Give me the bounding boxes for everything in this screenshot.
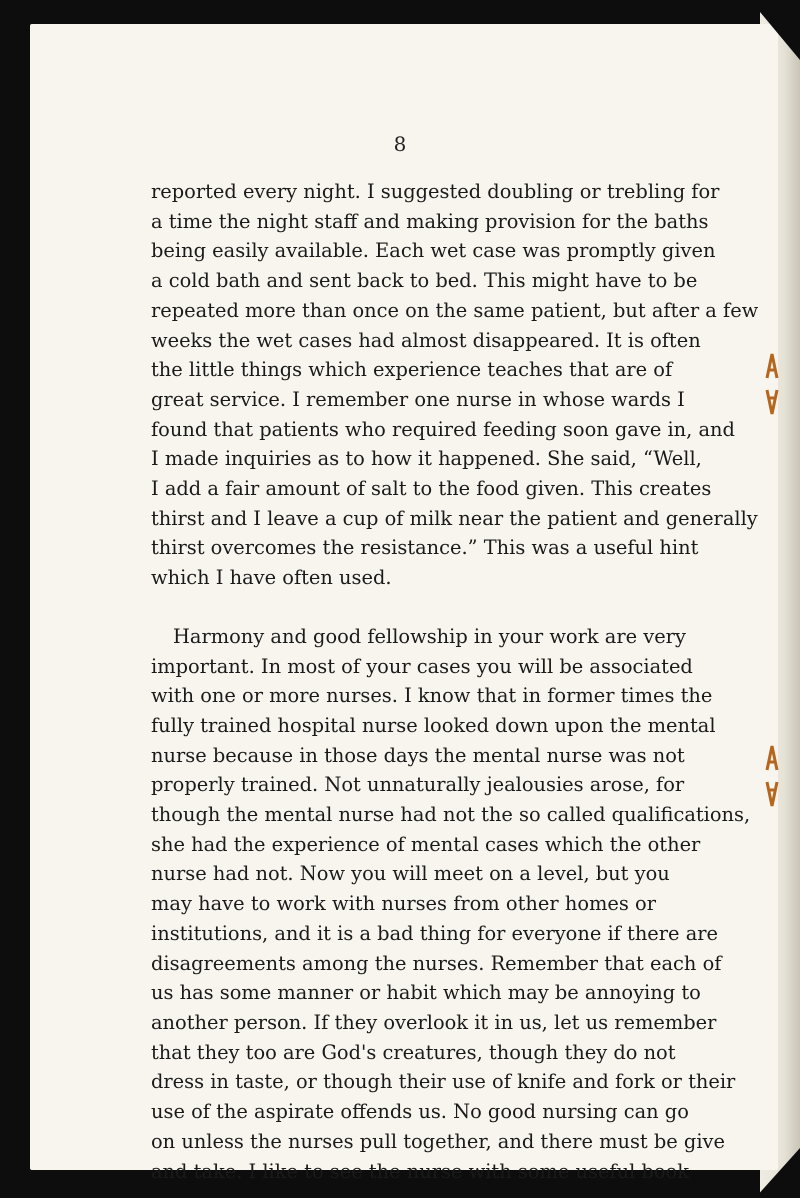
text-line: nurse had not. Now you will meet on a level, but you [151,862,670,886]
text-line: may have to work with nurses from other homes or [151,892,656,916]
text-line: properly trained. Not unnaturally jealousies arose, for [151,773,685,797]
text-line: I made inquiries as to how it happened. She said, “Well, [151,447,702,471]
text-line: us has some manner or habit which may be annoying to [151,981,701,1005]
text-line: on unless the nurses pull together, and there must be give [151,1129,725,1153]
body-text [151,177,759,1186]
text-line: Harmony and good fellowship in your work are very [173,624,686,648]
text-line: being easily available. Each wet case was promptly given [151,239,716,263]
text-line: she had the experience of mental cases which the other [151,832,701,856]
text-line: thirst and I leave a cup of milk near the patient and generally [151,506,758,530]
text-line: disagreements among the nurses. Remember that each of [151,951,722,975]
tab-mark-lower-icon [764,742,780,812]
text-line: fully trained hospital nurse looked down upon the mental [151,713,716,737]
paragraph-2 [151,622,751,1186]
text-line: weeks the wet cases had almost disappeared. It is often [151,328,701,352]
text-line: great service. I remember one nurse in whose wards I [151,387,685,411]
text-line: a cold bath and sent back to bed. This might have to be [151,269,698,293]
background-corner-bottom [755,1148,800,1198]
text-line: use of the aspirate offends us. No good nursing can go [151,1100,689,1124]
text-line: another person. If they overlook it in us, let us remember [151,1010,717,1034]
text-line: important. In most of your cases you will be associated [151,654,693,678]
text-line: reported every night. I suggested doubling or trebling for [151,180,720,203]
paragraph-1 [151,177,759,593]
text-line: repeated more than once on the same patient, but after a few [151,298,759,322]
text-line: institutions, and it is a bad thing for everyone if there are [151,921,718,945]
paragraph-gap [151,593,656,622]
text-line: found that patients who required feeding soon gave in, and [151,417,735,441]
text-line: nurse because in those days the mental nurse was not [151,743,685,767]
text-line: though the mental nurse had not the so called qualifications, [151,803,751,827]
text-line: dress in taste, or though their use of knife and fork or their [151,1070,736,1094]
page-number: 8 [393,132,407,156]
tab-mark-upper-icon [764,350,780,420]
text-line: that they too are God's creatures, though they do not [151,1040,676,1064]
text-line: I add a fair amount of salt to the food given. This creates [151,477,712,501]
text-line: the little things which experience teaches that are of [151,358,673,382]
text-line: and take. I like to see the nurse with some useful book [151,1159,689,1183]
text-line: which I have often used. [151,566,392,590]
text-line: a time the night staff and making provision for the baths [151,209,709,233]
text-line: thirst overcomes the resistance.” This was a useful hint [151,536,699,560]
text-line: with one or more nurses. I know that in former times the [151,684,713,708]
background-corner-top [750,0,800,60]
